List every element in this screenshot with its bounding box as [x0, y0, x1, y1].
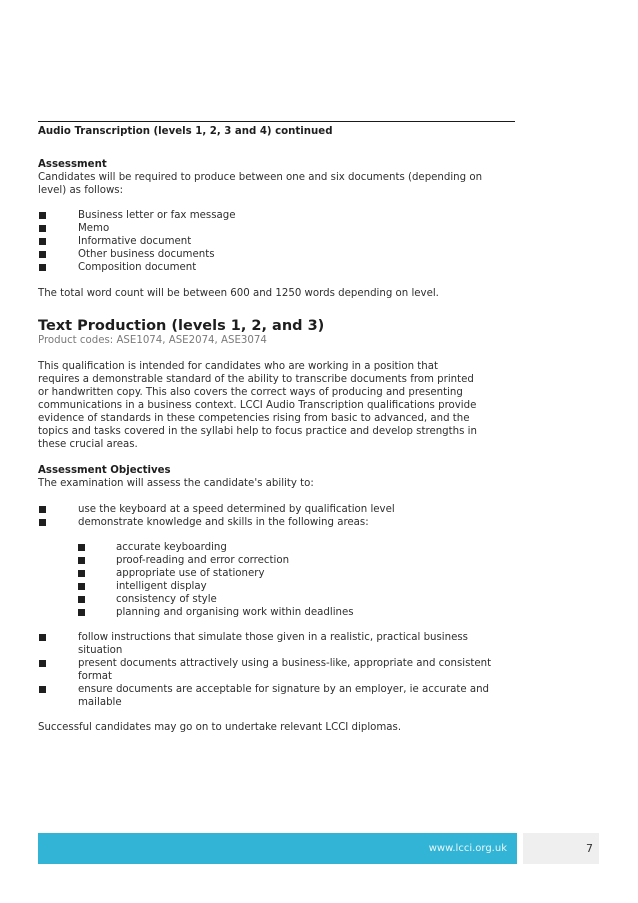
assessment-intro-line-2: level) as follows:: [38, 185, 124, 196]
bullet-square-icon: [39, 251, 46, 258]
bullet-square-icon: [39, 212, 46, 219]
word-count-text: The total word count will be between 600 and 1250 words depending on level.: [38, 288, 439, 299]
bullet-square-icon: [39, 225, 46, 232]
bullet-square-icon: [39, 264, 46, 271]
list-item: present documents attractively using a business-like, appropriate and consistent: [78, 658, 492, 669]
paragraph-line: This qualification is intended for candidates who are working in a position that: [38, 361, 438, 372]
bullet-square-icon: [39, 238, 46, 245]
list-item: use the keyboard at a speed determined by qualification level: [78, 504, 395, 515]
paragraph-line: evidence of standards in these competencies rising from basic to advanced, and the: [38, 413, 470, 424]
assessment-intro-line-1: Candidates will be required to produce between one and six documents (depending on: [38, 172, 483, 183]
list-item: proof-reading and error correction: [116, 555, 290, 566]
list-item-continuation: mailable: [78, 697, 122, 708]
list-item: planning and organising work within deadlines: [116, 607, 354, 618]
section-heading-audio-transcription: Audio Transcription (levels 1, 2, 3 and 4) continued: [38, 126, 333, 137]
assessment-objectives-intro: The examination will assess the candidate's ability to:: [38, 478, 314, 489]
list-item: ensure documents are acceptable for signature by an employer, ie accurate and: [78, 684, 490, 695]
list-item-continuation: situation: [78, 645, 123, 656]
bullet-square-icon: [39, 634, 46, 641]
list-item: appropriate use of stationery: [116, 568, 265, 579]
bullet-square-icon: [39, 519, 46, 526]
list-item: accurate keyboarding: [116, 542, 227, 553]
bullet-square-icon: [39, 660, 46, 667]
list-item: Other business documents: [78, 249, 215, 260]
list-item: Memo: [78, 223, 110, 234]
bullet-square-icon: [78, 557, 85, 564]
list-item: consistency of style: [116, 594, 217, 605]
list-item: demonstrate knowledge and skills in the following areas:: [78, 517, 369, 528]
bullet-square-icon: [78, 544, 85, 551]
closing-text: Successful candidates may go on to undertake relevant LCCI diplomas.: [38, 722, 402, 733]
assessment-objectives-label: Assessment Objectives: [38, 465, 171, 476]
paragraph-line: these crucial areas.: [38, 439, 138, 450]
page-number-box: [523, 833, 599, 864]
list-item: Composition document: [78, 262, 197, 273]
product-codes: Product codes: ASE1074, ASE2074, ASE3074: [38, 335, 267, 346]
assessment-label: Assessment: [38, 159, 107, 170]
paragraph-line: or handwritten copy. This also covers the correct ways of producing and presenting: [38, 387, 463, 398]
page-number: 7: [586, 842, 593, 855]
list-item: Informative document: [78, 236, 192, 247]
footer-bar: [38, 833, 517, 864]
list-item: follow instructions that simulate those given in a realistic, practical business: [78, 632, 468, 643]
bullet-square-icon: [39, 506, 46, 513]
bullet-square-icon: [78, 583, 85, 590]
paragraph-line: topics and tasks covered in the syllabi help to focus practice and develop strengths in: [38, 426, 477, 437]
list-item-continuation: format: [78, 671, 112, 682]
paragraph-line: requires a demonstrable standard of the ability to transcribe documents from printed: [38, 374, 474, 385]
list-item: Business letter or fax message: [78, 210, 236, 221]
footer-website-link[interactable]: www.lcci.org.uk: [428, 843, 507, 854]
section-title-text-production: Text Production (levels 1, 2, and 3): [38, 318, 325, 334]
bullet-square-icon: [39, 686, 46, 693]
bullet-square-icon: [78, 609, 85, 616]
list-item: intelligent display: [116, 581, 207, 592]
bullet-square-icon: [78, 570, 85, 577]
header-rule: [38, 121, 515, 122]
bullet-square-icon: [78, 596, 85, 603]
paragraph-line: communications in a business context. LCCI Audio Transcription qualifications provide: [38, 400, 477, 411]
